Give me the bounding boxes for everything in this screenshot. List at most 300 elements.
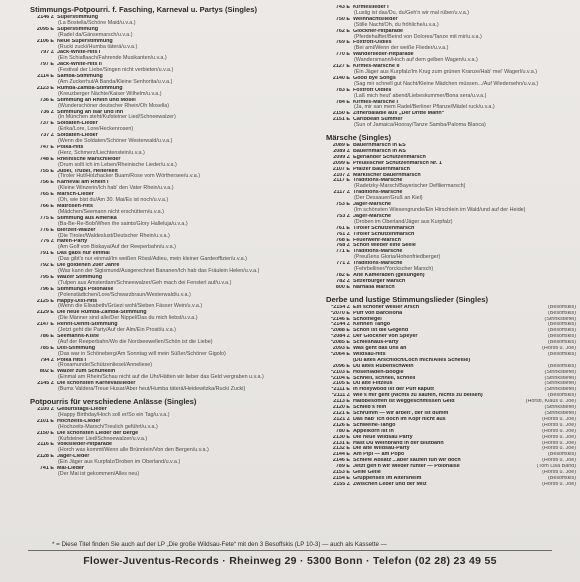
catalog-number: *2103 E [330,369,350,375]
catalog-number: 2132 E [332,446,350,452]
entry-artist: (Besoffskis) [547,328,576,334]
catalog-number: 2126 E [332,422,350,428]
entry-title: Traditions-Märsche [353,261,403,267]
entry-title: Rennt-Dennt-Stimmung [57,322,118,328]
entry-subtitle: (Die Männer sind alle/Der Nippel/Das du mich liebst/u.v.a.) [58,315,198,322]
catalog-number: 794 Z [40,357,54,363]
entry-title: Foxtrott-Oldies [353,40,392,46]
entry-subtitle: (Kleine Winzerin/Ich hab' den Vater Rhein/u.v.a.) [58,185,174,192]
catalog-number: *2144 Z [331,322,350,328]
entry-subtitle: (Laß mich heut' abend/Liebeskummer/Bona sera/u.v.a.) [354,92,487,99]
list-item [30,346,308,358]
list-item [30,145,308,157]
entry-subtitle: (Droben im Oberland/Jäger aus Kurpfalz) [354,218,453,225]
catalog-number: 765 E [39,192,54,198]
catalog-number: 2121 E [332,411,350,416]
list-item [326,214,576,226]
catalog-number: 2089 Z [333,148,350,154]
entry-subtitle: (Sag mir schnell gut Nacht/Kleine Mädchen müssen.../Auf Wiedersehn/u.v.a.) [354,80,539,87]
catalog-number: 753 Z [336,213,350,219]
entry-title: Happy-Dixi-Hits [57,298,98,304]
entry-title: Marsch-Lieder [57,192,94,198]
entry-title: Jack-White-Hits II [57,62,102,68]
catalog-number: 736 Z [40,109,54,115]
entry-title: Schießhaus-Party [353,340,399,346]
entry-title: Stimmung an Isar und Inn [57,109,124,115]
catalog-number: 2154 E [332,475,350,481]
entry-subtitle: (Im schönsten Wiesengrunde/Ein Hirschlein im Wald/und auf der Heide) [354,207,526,213]
entry-artist: (Strinkstiefel) [544,369,576,375]
catalog-number: *2104 E [330,375,350,381]
entry-subtitle: (La Bostella/Schöne Maid/u.v.a.) [58,19,136,26]
entry-title: Schiefe Absätz'...aber saufen tun wir doch [353,458,461,464]
entry-title: Mai-Lieder [57,466,84,472]
entry-title: Stimmungs Polonaise [57,286,114,292]
list-item [326,190,576,202]
entry-artist: (Besoffskis) [547,351,576,357]
catalog-number: 736 E [39,97,54,103]
catalog-number: 2105 E [332,381,350,387]
entry-subtitle: (Wenn die Elisabeth/Grüezi wohl/Sieben Fässer Wein/u.v.a.) [58,303,203,310]
entry-artist: (Strinkstiefel) [544,405,576,411]
entry-subtitle: (In München steht/Kufsteiner Lied/Schneewalzer) [58,114,176,121]
catalog-number: 2140 E [332,75,350,81]
entry-subtitle: (Rosamunde/Schützenliesel/Anneliese) [58,362,153,369]
entry-subtitle: (Hochzeits-Marsch/Treulich geführt/u.v.a.) [58,423,158,430]
entry-artist: (Horsti u. Joe) [542,434,576,440]
entry-title: Du alte Flitzeus [353,381,393,387]
entry-artist: (Horsti u. Joe) [542,422,576,428]
list-item [30,98,308,110]
entry-subtitle: (Radetzky-Marsch/Bayerischer Defiliermarsch) [354,183,466,190]
entry-subtitle: (Kreuzberger Nächte/Kaiser Wilhelm/u.v.a.) [58,90,162,97]
misc-singles-list [326,5,576,129]
entry-subtitle: (Einmal am Rhein/Schau nicht auf die Uhr/Hätten wir lieber das Geld vergraben u.v.a.) [58,374,264,381]
catalog-number: 2107 E [332,166,350,172]
potpourris-anlaesse-list [30,407,308,478]
entry-title: Die goldenen 20er Jahre [57,263,120,269]
entry-subtitle: (Happy Birthday/Hoch soll er/So ein Tag/u.v.a.) [58,411,170,418]
entry-artist: (Strinkstiefel) [544,316,576,322]
entry-subtitle: (Die Tiroler/Waldeslust/Deutscher Rhein/u.v.a.) [58,232,170,239]
list-item [30,310,308,322]
entry-title: Tiroler Schützenmarsch [353,225,415,231]
entry-artist: (Besoffskis) [547,475,576,481]
entry-title: Appelkorn ist in [353,428,394,434]
entry-title: (Du altes Arschloch/Loch mich/Alles Scheiße) [353,357,471,363]
stimmungs-potpourri-list [30,15,308,393]
entry-title: Caribbean Summer [353,117,403,123]
catalog-number: 750 E [335,16,350,22]
entry-subtitle: (Radel da/Gänsemarsch/u.v.a.) [58,31,133,38]
entry-title: Walzer Stimmung [57,274,103,280]
entry-artist: (Horsti u. Joe) [542,446,576,452]
catalog-number: 2127 E [332,64,350,70]
catalog-number: 762 E [335,28,350,34]
entry-subtitle: (Pferdehalfter/Beind von Dolores/Tanze mit mir/u.v.a.) [354,33,482,40]
entry-subtitle: (Das gibt's nur einmal/Im weißen Rössl/Adieu, mein kleiner Gardeoffizier/u.v.a.) [58,256,247,263]
entry-subtitle: (Tulpen aus Amsterdam/Schneewalzer/Geh mach dei Fensterl auf/u.v.a.) [58,279,232,286]
list-item [326,482,576,488]
catalog-number: 775 E [39,215,54,221]
list-item [30,454,308,466]
catalog-number: *2070 E [330,310,350,316]
entry-title: Traditions-Märsche [353,249,403,255]
entry-title: Soldaten-Lieder [57,133,98,139]
list-item [30,86,308,98]
catalog-number: 2093 E [332,346,350,352]
list-item [30,299,308,311]
catalog-number: 2114 E [37,74,54,80]
entry-subtitle: (Festival der Liebe/Singen nicht verbieten/u.v.a.) [58,67,174,74]
entry-title: Dixi-Stimmung [57,345,96,351]
entry-title: Feuerwehr-Marsch [353,237,401,243]
entry-subtitle: (Der Mai ist gekommen/Alles neu) [58,470,140,477]
entry-subtitle: (Wenn die Soldaten/Schöner Westerwald/u.v.a.) [58,138,173,145]
entry-title: Geburtstags-Lieder [57,407,107,412]
catalog-number: 792 E [39,263,54,269]
catalog-number: 2123 E [36,85,54,91]
entry-artist: (Besoffskis) [547,304,576,310]
catalog-number: 2096 E [332,363,350,369]
entry-title: Jäger-Märsche [353,202,392,208]
list-item [326,261,576,273]
catalog-number: 2131 E [332,440,350,446]
entry-title: Superstimmung [57,15,99,20]
catalog-number: 776 Z [40,239,54,245]
entry-title: Walzer zum Schunkeln [57,369,116,375]
list-item [30,204,308,216]
catalog-number: 768 Z [336,243,350,249]
entry-artist: (Besoffskis) [547,310,576,316]
catalog-number: 780 E [335,428,350,434]
list-item [30,133,308,145]
entry-title: Hosenladen-Boogie [353,369,404,375]
entry-title: Narhalla Marsch [353,284,395,290]
entry-title: Zwischen Leber und der Milz [353,481,427,487]
entry-subtitle: (Erika/Lore, Lore/Heckenrosen) [58,126,134,133]
entry-title: Märkischer Bauernmarsch [353,172,421,178]
section-title-potpourris-anlaesse: Potpourris für verschiedene Anlässe (Singles) [30,397,197,406]
catalog-number: 2151 E [332,117,350,123]
entry-title: Pfälzer Bauernmarsch [353,166,410,172]
catalog-number: 2146 E [332,458,350,464]
entry-title: Schweine-Tango [353,422,396,428]
list-item [30,251,308,263]
entry-title: Schön ist die Gegend [353,328,409,334]
entry-title: Soldaten-Lieder [57,121,98,127]
catalog-number: 770 E [335,52,350,58]
list-item [30,287,308,299]
list-item [30,431,308,443]
catalog-number: 776 E [39,227,54,233]
entry-title: Kennen Tango [353,322,391,328]
catalog-number: 766 E [39,204,54,209]
entry-subtitle: (Ja, mir san mem Radel/Berliner Pflanze/Mädel ruck/u.v.a.) [354,104,495,111]
catalog-number: 2100 Z [37,407,54,412]
catalog-number: *2111 Z [331,393,350,399]
entry-title: In Hollywood ist der Puff kaputt [353,387,434,393]
entry-title: Alte Kameraden (gesungen) [353,272,425,278]
entry-title: Rumba-Zamba-Stimmung [57,85,123,91]
catalog-number: 771 E [335,249,350,255]
catalog-number: 761 Z [336,231,350,237]
list-item [30,407,308,419]
entry-artist: (Horsti u. Joe) [542,440,576,446]
catalog-number: 2150 E [332,111,350,117]
catalog-number: 797 E [39,62,54,68]
entry-title: Volkslieder-Hitparade [57,442,113,448]
entry-title: Schoiflegel [353,316,382,322]
catalog-number: 2125 E [36,298,54,304]
catalog-number: 756 E [39,180,54,186]
catalog-number: 2155 Z [333,481,350,487]
catalog-number: 2101 E [36,418,54,424]
list-item [30,192,308,204]
entry-artist: (Besoffskis) [547,393,576,399]
list-item [326,178,576,190]
list-item [30,322,308,334]
list-item [30,110,308,122]
catalog-number: 2153 E [332,470,350,476]
list-item [326,5,576,17]
entry-artist: (Strinkstiefel) [544,375,576,381]
list-item [326,40,576,52]
entry-subtitle: (Was kann der Sigismund/Ausgerechnet Bananen/Ich hab das Fräulein Helen/u.v.a.) [58,267,260,274]
list-item [30,369,308,381]
catalog-number: *2146 E [330,316,350,322]
entry-subtitle: (Am Golf von Biskaya/Auf der Reeperbahn/u.v.a.) [58,244,176,251]
list-item [30,358,308,370]
catalog-number: 791 E [39,251,54,257]
entry-title: Bauernmarsch in ES [353,143,406,149]
catalog-number: *2085 E [330,340,350,346]
catalog-number: 802 E [39,369,54,375]
list-item [30,466,308,478]
catalog-number: 2099 E [332,160,350,166]
entry-title: Rheinische Marschlieder [57,156,121,162]
list-item [326,52,576,64]
entry-title: Wanderlieder-Hitparade [353,52,414,58]
entry-title: Bierzelt-Walzer [57,227,96,233]
entry-title: Was geht das uns an [353,346,407,352]
list-item [30,275,308,287]
catalog-number: 2128 E [36,454,54,460]
catalog-number: 737 E [39,121,54,127]
catalog-number: *2084 Z [331,334,350,340]
catalog-number: *2111 E [331,387,350,393]
entry-subtitle: (Ein Jäger aus Kurpfalz/Im Krug zum grünen Kranze/Hab' mei' Wagerl/u.v.a.) [354,68,538,75]
catalog-number: 2147 E [36,322,54,328]
entry-subtitle: (Rucki zucki/Humba täterä/u.v.a.) [58,43,138,50]
entry-title: Jäger-Märsche [353,213,392,219]
list-item [326,249,576,261]
catalog-number: 2099 Z [333,154,350,160]
entry-artist: (Besoffskis) [547,322,576,328]
entry-title: Hochzeits-Lieder [57,418,101,424]
catalog-number: 741 E [39,466,54,472]
entry-title: Die neue Rumba-Zamba-Stimmung [57,310,147,316]
list-item [326,117,576,129]
catalog-number: 2129 E [36,310,54,316]
list-item [30,50,308,62]
entry-title: Polka-Hits [57,144,84,150]
entry-title: Foxtrott Oldies [353,87,392,93]
entry-artist: (Horsti u. Joe) [542,428,576,434]
entry-title: Wildsau-Hits [353,351,386,357]
entry-title: Halbbesoffen ist weggeschmissen Geld [353,399,455,405]
catalog-number: 743 E [335,5,350,10]
entry-artist: (Besoffskis) [547,452,576,458]
entry-title: Bauernmarsch in AS [353,148,406,154]
list-item [30,121,308,133]
catalog-number: 753 E [335,202,350,208]
entry-title: Das hab' ich doch im Kopf nicht aus [353,416,446,422]
entry-title: Superstimmung [57,26,99,32]
catalog-number: 2095 E [36,26,54,32]
entry-title: Schieb's rein [353,405,387,411]
list-item [326,29,576,41]
list-item [326,88,576,100]
list-item [30,74,308,86]
catalog-number: 2116 E [37,442,54,448]
list-item [30,39,308,51]
list-item [30,15,308,27]
entry-subtitle: (Jetzt geht die Party/Auf der Alm/Ein Prosit/u.v.a.) [58,327,176,334]
catalog-number: 784 E [335,99,350,105]
entry-title: Polka Hits I [57,357,87,363]
catalog-number: 789 E [335,464,350,470]
entry-title: Die alte Wildsau-Party [353,446,410,452]
entry-title: Schnell, schnell, schnell [353,375,416,381]
catalog-number: 755 E [39,168,54,174]
entry-artist: (Horsti, Klaus u. Joe) [525,399,576,405]
entry-subtitle: (Sun of Jamaica/Hooray/Tanze Samba/Paloma Blanca) [354,122,486,129]
entry-title: Good bye Songs [353,75,396,81]
list-item [326,100,576,112]
entry-title: Zitherbaladie aus „Der Dritte Mann“ [353,111,445,117]
list-item [326,17,576,29]
entry-title: Neue Superstimmung [57,38,113,44]
entry-subtitle: (Tiroler Hut/Holzhacker Buam/Rose vom Wörthersee/u.v.a.) [58,173,200,180]
entry-artist: (Tom Lisa Band) [536,464,576,470]
entry-subtitle: (Drum sollt ich im Leben/Rheinische Lieder/u.v.a.) [58,161,177,168]
catalog-number: 2150 E [36,430,54,436]
entry-subtitle: (Das war in Schöneberg/Am Sonntag will mein Süßer/Schöner Gigolo) [58,350,226,357]
entry-subtitle: (Auf der Reeperbahn/Wo die Nordseewellen/Schön ist die Liebe) [58,338,213,345]
entry-title: Du altes Rübenschwein [353,363,414,369]
entry-artist: (Strinkstiefel) [544,381,576,387]
entry-subtitle: (Fehrbelliner/Yorckscher Marsch) [354,266,434,273]
entry-title: Sitzerburger Marsch [353,278,406,284]
list-item [30,180,308,192]
list-item [30,62,308,74]
entry-subtitle: (Ein Jäger aus Kurpfalz/Droben im Oberland/u.v.a.) [58,459,181,466]
entry-artist: (Horsti u. Joe) [542,458,576,464]
entry-subtitle: (Kufsteiner Lied/Schneewalzer/u.v.a.) [58,435,148,442]
entry-subtitle: (Ein Schiaflaach/Fahrende Musikanten/u.v.a.) [58,55,167,62]
entry-title: Am Pipi — am Popo [353,452,405,458]
entry-subtitle: (Mädchen/Seemann nicht erschüttern/u.v.a.) [58,208,164,215]
catalog-number: *2154 Z [331,304,350,310]
entry-title: Matrosen-Hits [57,204,93,209]
catalog-number: 747 E [39,144,54,150]
entry-title: Jubel, Trubel, Heiterkeit [57,168,118,174]
list-item [30,169,308,181]
entry-artist: (Besoffskis) [547,340,576,346]
entry-artist: (Strinkstiefel) [544,411,576,416]
entry-title: Hast Du Weinbrand in der Blutbahn [353,440,444,446]
entry-title: Preußischer Schützenmarsch Nr. 1 [353,160,442,166]
entry-title: Samba-Stimmung [57,74,103,80]
entry-title: Jetzt geh'n wir wieder runter — Polonaise [353,464,460,470]
entry-title: Stimmung an Rhein und Mosel [57,97,136,103]
entry-title: Seemanns-Kiste [57,333,99,339]
entry-title: Schrumm — wir arbeit', der ist dumm [353,411,449,416]
entry-title: Gruppensex im Altersheim [353,475,422,481]
entry-title: Ein schöner weißer Arsch [353,304,420,310]
catalog-number: 2113 E [333,399,350,405]
entry-subtitle: (Horch was kommt/Wenn alle Brünnlein/Von den Bergen/u.v.a.) [58,447,209,454]
entry-title: Kirmes-Märsche II [353,64,400,70]
entry-artist: (Strinkstiefel) [544,387,576,393]
entry-title: Weihnachtslieder [353,16,398,22]
catalog-number: 771 Z [336,261,350,267]
catalog-number: 797 Z [40,50,54,56]
list-item [30,442,308,454]
entry-title: Das gabs nur einmal [57,251,110,257]
entry-artist: (Horsti u. Joe) [542,470,576,476]
catalog-number: 2117 E [333,178,350,184]
entry-artist: (Besoffskis) [547,334,576,340]
catalog-number: 782 Z [336,278,350,284]
list-item [326,76,576,88]
list-item [30,157,308,169]
catalog-number: 783 E [335,87,350,93]
footnote: * = Diese Titel finden Sie auch auf der LP „Die große Wildsau-Fete“ mit den 3 Besoffskis (LP 10-3) — auch als Kassette — [52,541,387,548]
stimmungslieder-list [326,305,576,488]
catalog-number: 748 E [39,156,54,162]
entry-artist: (Horsti u. Joe) [542,346,576,352]
list-item [30,263,308,275]
list-item [30,381,308,393]
entry-title: Jäger-Lieder [57,454,90,460]
entry-title: Gelle Gelle [353,470,381,476]
entry-subtitle: (Wunderschöner deutscher Rhein/Oh Mosella) [58,102,170,109]
entry-subtitle: (Bums Valdera/Treue Husar/Aber heut/Humba täterä/Heidewitzka/Rucki Zucki) [58,386,246,393]
catalog-number: 768 E [335,237,350,243]
catalog-number: 2107 Z [333,172,350,178]
catalog-number: 2120 E [332,405,350,411]
entry-subtitle: (Preußens Gloria/Hohenfriedberger) [354,254,441,261]
catalog-number: 761 E [335,225,350,231]
entry-title: Schon wieder eine Seele [353,243,416,249]
entry-title: Wie's mir geht (Nichts zu saufen, nichts zu beißen) [353,393,483,399]
list-item [30,216,308,228]
catalog-number: 782 E [335,272,350,278]
list-item [30,419,308,431]
catalog-number: 2130 E [332,434,350,440]
catalog-number: 2146 Z [37,15,54,20]
entry-title: Der Glöckner von Speyer [353,334,418,340]
entry-subtitle: (Stille Nacht/Oh, du fröhliche/u.v.a.) [354,21,439,28]
section-title-maersche: Märsche (Singles) [326,133,391,143]
entry-subtitle: (Wandersmann/Hoch auf dem gelben Wagen/u.v.a.) [354,57,478,64]
entry-subtitle: (Bei ami/Wenn der weiße Flieder/u.v.a.) [354,45,449,52]
catalog-number: 769 E [335,40,350,46]
catalog-number: 2145 Z [37,381,54,387]
entry-title: Traditions-Märsche [353,190,403,196]
